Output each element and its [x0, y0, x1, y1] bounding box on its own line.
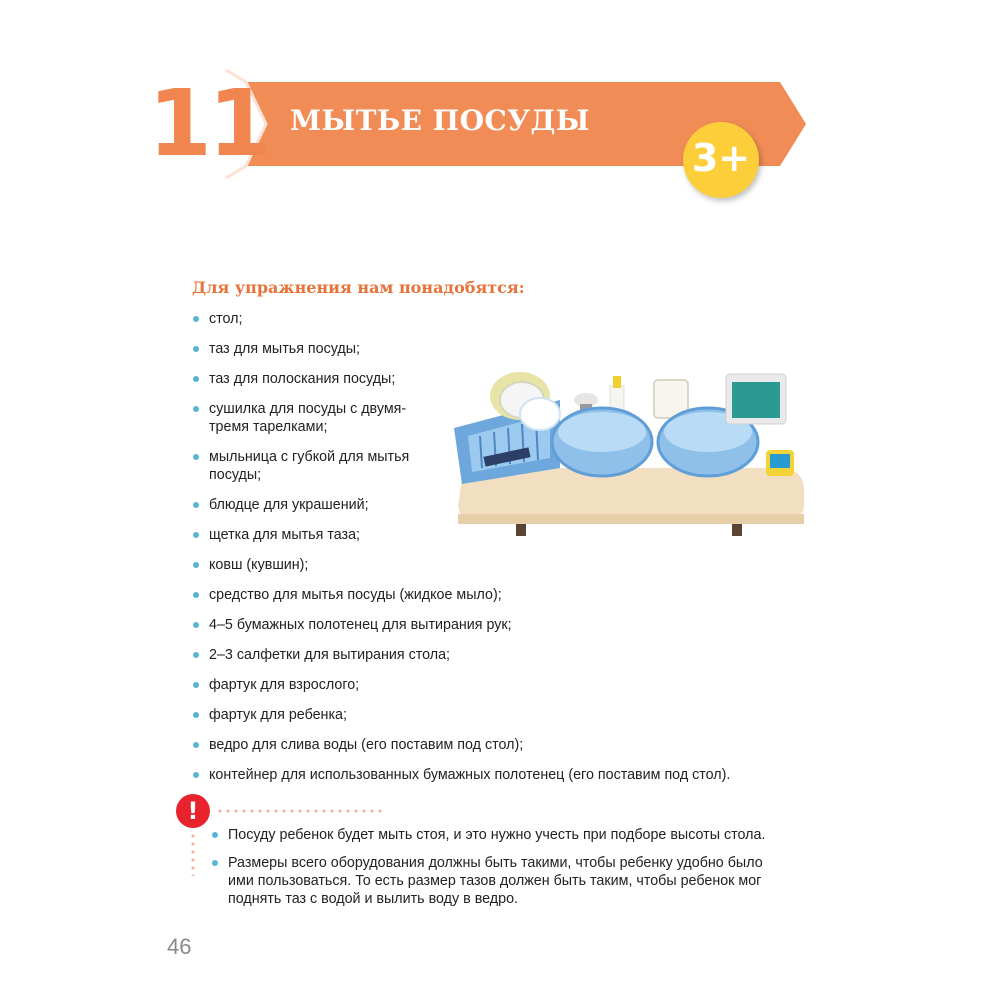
material-item	[193, 586, 793, 604]
bullet-icon	[193, 454, 199, 460]
bullet-icon	[193, 316, 199, 322]
age-badge	[683, 122, 759, 198]
note-item	[212, 854, 812, 908]
bullet-icon	[193, 376, 199, 382]
note-item	[212, 826, 812, 844]
bullet-icon	[193, 742, 199, 748]
material-item	[193, 616, 793, 634]
material-item-text: фартук для ребенка;	[209, 707, 347, 723]
material-item	[193, 556, 793, 574]
page-number: 46	[167, 934, 192, 959]
bullet-icon	[193, 682, 199, 688]
material-item	[193, 766, 793, 784]
material-item-text: блюдце для украшений;	[209, 497, 369, 513]
bullet-icon	[193, 532, 199, 538]
note-item-text: Размеры всего оборудования должны быть такими, чтобы ребенку удобно было ими пользоваться. То есть размер тазов должен быть таким, чтобы ребенок мог поднять таз с водой и вылить воду в ведро.	[228, 855, 763, 907]
bullet-icon	[212, 860, 218, 866]
material-item-text: ковш (кувшин);	[209, 557, 309, 573]
material-item	[193, 706, 793, 724]
bullet-icon	[193, 346, 199, 352]
dishwashing-setup-photo	[450, 318, 808, 538]
exclamation-icon: !	[176, 794, 210, 828]
material-item-text: таз для мытья посуды;	[209, 341, 361, 357]
bullet-icon	[212, 832, 218, 838]
note-item-text: Посуду ребенок будет мыть стоя, и это нужно учесть при подборе высоты стола.	[228, 827, 766, 843]
material-item-text: 4–5 бумажных полотенец для вытирания рук;	[209, 617, 512, 633]
material-item-text: щетка для мытья таза;	[209, 527, 360, 543]
bullet-icon	[193, 562, 199, 568]
bullet-icon	[193, 502, 199, 508]
chapter-number: 11	[148, 70, 269, 177]
material-item-text: средство для мытья посуды (жидкое мыло);	[209, 587, 502, 603]
bullet-icon	[193, 406, 199, 412]
chapter-header	[0, 0, 1000, 220]
age-label: 3+	[691, 136, 751, 180]
section-heading: Для упражнения нам понадобятся:	[192, 278, 525, 297]
material-item-text: фартук для взрослого;	[209, 677, 360, 693]
material-item-text: контейнер для использованных бумажных полотенец (его поставим под стол).	[209, 767, 731, 783]
bullet-icon	[193, 622, 199, 628]
material-item-text: мыльница с губкой для мытья посуды;	[209, 449, 410, 483]
material-item-text: таз для полоскания посуды;	[209, 371, 396, 387]
material-item	[193, 676, 793, 694]
note-divider-vertical	[191, 832, 195, 876]
bullet-icon	[193, 652, 199, 658]
bullet-icon	[193, 592, 199, 598]
bullet-icon	[193, 772, 199, 778]
bullet-icon	[193, 712, 199, 718]
material-item-text: ведро для слива воды (его поставим под стол);	[209, 737, 524, 753]
material-item	[193, 646, 793, 664]
material-item	[193, 736, 793, 754]
material-item-text: сушилка для посуды с двумя- тремя тарелками;	[209, 401, 407, 435]
material-item-text: 2–3 салфетки для вытирания стола;	[209, 647, 451, 663]
notes-list	[212, 826, 812, 918]
material-item-text: стол;	[209, 311, 243, 327]
chapter-title: МЫТЬЕ ПОСУДЫ	[290, 104, 591, 137]
note-divider	[216, 809, 384, 813]
